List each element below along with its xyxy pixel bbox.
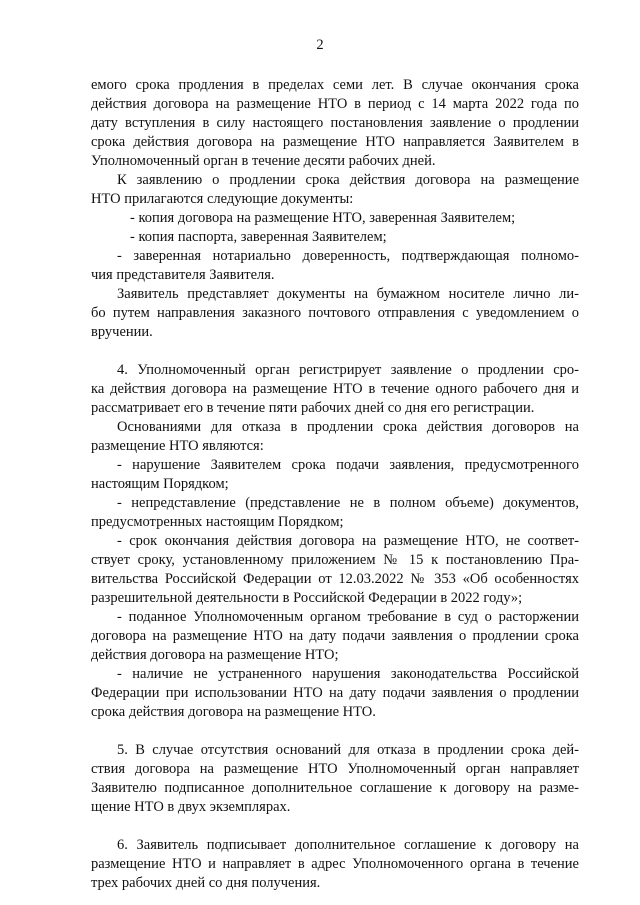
text-line: договора на размещение НТО на дату подачи заявления о продлении срока: [91, 628, 579, 644]
list-item: - непредставление (представление не в полном объеме) документов,: [117, 495, 579, 511]
list-item: - копия договора на размещение НТО, заверенная Заявителем;: [130, 210, 516, 226]
text-line: настоящим Порядком;: [91, 476, 229, 492]
text-line: размещение НТО являются:: [91, 438, 264, 454]
list-item: - срок окончания действия договора на размещение НТО, не соответ-: [117, 533, 579, 549]
text-line: ка действия договора на размещение НТО в течение одного рабочего дня и: [91, 381, 579, 397]
text-line: ствует сроку, установленному приложением № 15 к постановлению Пра-: [91, 552, 579, 568]
text-line: НТО прилагаются следующие документы:: [91, 191, 354, 207]
page-number: 2: [316, 37, 324, 53]
section-4-heading-line: 4. Уполномоченный орган регистрирует заявление о продлении сро-: [117, 362, 579, 378]
text-line: дату вступления в силу настоящего постановления заявление о продлении: [91, 115, 579, 131]
text-line: чия представителя Заявителя.: [91, 267, 275, 283]
text-line: щение НТО в двух экземплярах.: [91, 799, 291, 815]
text-line: рассматривает его в течение пяти рабочих дней со дня его регистрации.: [91, 400, 535, 416]
text-line: разрешительной деятельности в Российской Федерации в 2022 году»;: [91, 590, 523, 606]
text-line: Заявителю подписанное дополнительное соглашение к договору на разме-: [91, 780, 579, 796]
section-5-heading-line: 5. В случае отсутствия оснований для отказа в продлении срока дей-: [117, 742, 579, 758]
text-line: Федерации при использовании НТО на дату подачи заявления о продлении: [91, 685, 579, 701]
text-line: бо путем направления заказного почтового отправления с уведомлением о: [91, 305, 579, 321]
text-line: срока действия договора на размещение НТО.: [91, 704, 376, 720]
text-line: действия договора на размещение НТО в период с 14 марта 2022 года по: [91, 96, 579, 112]
list-item: - копия паспорта, заверенная Заявителем;: [130, 229, 387, 245]
text-line: Уполномоченный орган в течение десяти рабочих дней.: [91, 153, 436, 169]
text-line: Заявитель представляет документы на бумажном носителе лично ли-: [117, 286, 579, 302]
list-item: - заверенная нотариально доверенность, подтверждающая полномо-: [117, 248, 579, 264]
list-item: - поданное Уполномоченным органом требование в суд о расторжении: [117, 609, 579, 625]
text-line: емого срока продления в пределах семи лет. В случае окончания срока: [91, 77, 579, 93]
section-6-heading-line: 6. Заявитель подписывает дополнительное соглашение к договору на: [117, 837, 579, 853]
text-line: размещение НТО и направляет в адрес Уполномоченного органа в течение: [91, 856, 579, 872]
text-line: ствия договора на размещение НТО Уполномоченный орган направляет: [91, 761, 579, 777]
text-line: вительства Российской Федерации от 12.03.2022 № 353 «Об особенностях: [91, 571, 579, 587]
list-item: - нарушение Заявителем срока подачи заявления, предусмотренного: [117, 457, 579, 473]
list-item: - наличие не устраненного нарушения законодательства Российской: [117, 666, 579, 682]
text-line: Основаниями для отказа в продлении срока действия договоров на: [117, 419, 579, 435]
text-line: срока действия договора на размещение НТО направляется Заявителем в: [91, 134, 579, 150]
text-line: вручении.: [91, 324, 153, 340]
text-line: трех рабочих дней со дня получения.: [91, 875, 321, 891]
text-line: К заявлению о продлении срока действия договора на размещение: [117, 172, 579, 188]
text-line: действия договора на размещение НТО;: [91, 647, 339, 663]
text-line: предусмотренных настоящим Порядком;: [91, 514, 344, 530]
